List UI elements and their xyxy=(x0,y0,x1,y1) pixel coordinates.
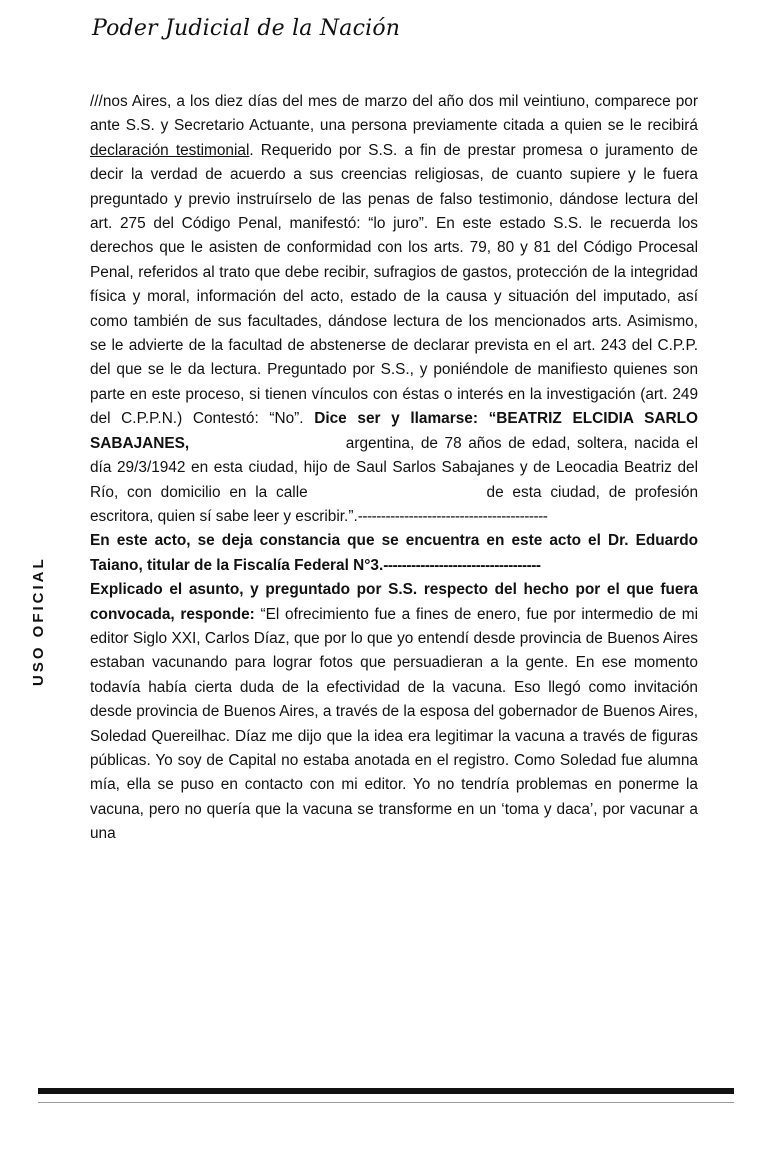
dash-fill: ---------------------------------- xyxy=(383,556,541,574)
footer-rule-thin xyxy=(38,1102,734,1103)
dash-fill: ----------------------------------------- xyxy=(357,507,548,525)
paragraph-declaration xyxy=(90,90,698,529)
testimony-answer: “El ofrecimiento fue a fines de enero, fue por intermedio de mi editor Siglo XXI, Carlos Díaz, que por lo que yo entendí desde provincia de Buenos Aires estaban vacunando para lograr fotos que persuadieran a la gente. En ese momento todavía había cierta duda de la efectividad de la vacuna. Eso llegó como invitación desde provincia de Buenos Aires, a través de la esposa del gobernador de Buenos Aires, Soledad Quereilhac. Díaz me dijo que la idea era legitimar la vacuna a través de figuras públicas. Yo soy de Capital no estaba anotada en el registro. Como Soledad fue alumna mía, ella se puso en contacto con mi editor. Yo no tendría problemas en ponerme la vacuna, pero no quería que la vacuna se transforme en un ‘toma y daca’, por vacunar a una xyxy=(90,605,699,843)
paragraph-testimony xyxy=(90,578,698,846)
footer-rule-thick xyxy=(38,1088,734,1094)
paragraph-prosecutor xyxy=(90,529,698,578)
page-header-title: Poder Judicial de la Nación xyxy=(92,16,401,41)
side-stamp: USO OFICIAL xyxy=(30,556,47,686)
testimony-question: Explicado el asunto, y preguntado por S.S. respecto del hecho por el que fuera convocada, responde: xyxy=(90,581,698,623)
declaration-intro: ///nos Aires, a los diez días del mes de marzo del año dos mil veintiuno, comparece por ante S.S. y Secretario Actuante, una persona previamente citada a quien se le recibirá xyxy=(90,93,698,135)
witness-name: Dice ser y llamarse: “BEATRIZ ELCIDIA SARLO SABAJANES, xyxy=(90,410,698,452)
declaration-testimonial-underlined: declaración testimonial xyxy=(90,141,250,159)
witness-profession: de esta ciudad, de profesión escritora, quien sí sabe leer y escribir.”. xyxy=(90,483,699,525)
declaration-body: . Requerido por S.S. a fin de prestar promesa o juramento de decir la verdad de acuerdo a sus creencias religiosas, de cuanto supiere y le fuera preguntado y previo instruírselo de las penas de falso testimonio, dándose lectura del art. 275 del Código Penal, manifestó: “lo juro”. En este estado S.S. le recuerda los derechos que le asisten de conformidad con los arts. 79, 80 y 81 del Código Procesal Penal, referidos al trato que debe recibir, sufragios de gastos, protección de la integridad física y moral, información del acto, estado de la causa y situación del imputado, así como también de sus facultades, dándose lectura de los mencionados arts. Asimismo, se le advierte de la facultad de abstenerse de declarar prevista en el art. 243 del C.P.P. del que se le da lectura. Preguntado por S.S., y poniéndole de manifiesto quienes son parte en este proceso, si tienen vínculos con éstas o interés en la investigación (art. 249 del C.P.P.N.) Contestó: “No”. xyxy=(90,141,698,428)
witness-details: argentina, de 78 años de edad, soltera, nacida el día 29/3/1942 en esta ciudad, hijo de Saul Sarlos Sabajanes y de Leocadia Beatriz del Río, con domicilio en la calle xyxy=(90,434,698,501)
document-body xyxy=(90,90,698,847)
prosecutor-note: En este acto, se deja constancia que se encuentra en este acto el Dr. Eduardo Taiano, titular de la Fiscalía Federal N°3. xyxy=(90,532,698,574)
